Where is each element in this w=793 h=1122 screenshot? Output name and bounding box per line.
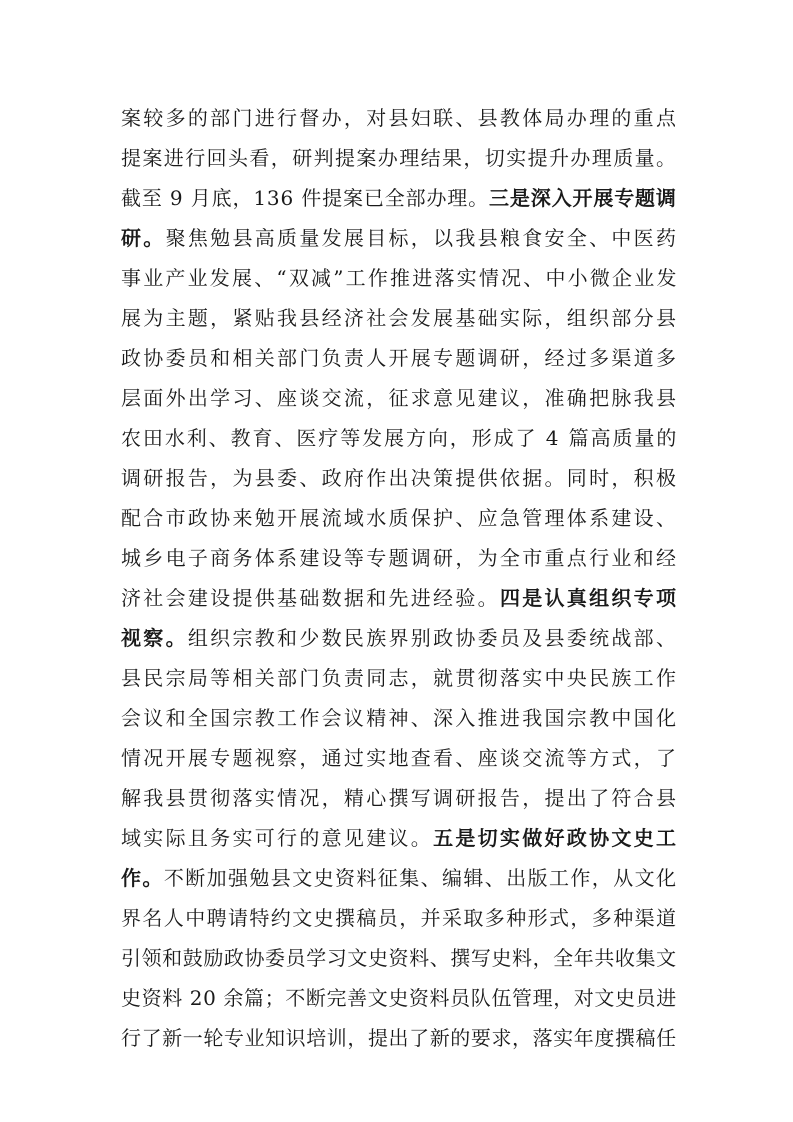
text-segment: 调研报告，为县委、政府作出决策提供依据。同时，积极 xyxy=(121,466,679,490)
text-line xyxy=(121,338,679,378)
text-line xyxy=(121,98,679,138)
text-line xyxy=(121,298,679,338)
text-segment: 聚焦勉县高质量发展目标，以我县粮食安全、中医药 xyxy=(165,226,679,250)
text-line xyxy=(121,258,679,298)
text-segment: 会议和全国宗教工作会议精神、深入推进我国宗教中国化 xyxy=(121,706,679,730)
text-line xyxy=(121,378,679,418)
text-segment: 展为主题，紧贴我县经济社会发展基础实际，组织部分县 xyxy=(121,306,679,330)
text-segment: 层面外出学习、座谈交流，征求意见建议，准确把脉我县 xyxy=(121,386,679,410)
text-segment: 事业产业发展、“双减”工作推进落实情况、中小微企业发 xyxy=(121,266,679,290)
text-segment: 行了新一轮专业知识培训，提出了新的要求，落实年度撰稿任 xyxy=(121,1026,677,1050)
text-segment: 组织宗教和少数民族界别政协委员及县委统战部、 xyxy=(187,626,679,650)
text-line xyxy=(121,978,676,1018)
text-segment: 政协委员和相关部门负责人开展专题调研，经过多渠道多 xyxy=(121,346,679,370)
text-segment: 界名人中聘请特约文史撰稿员，并采取多种形式，多种渠道 xyxy=(121,906,678,930)
bold-heading-segment: 五是切实做好政协文史工 xyxy=(433,826,679,850)
text-line xyxy=(121,1018,676,1058)
text-segment: 提案进行回头看，研判提案办理结果，切实提升办理质量。 xyxy=(121,146,678,170)
text-segment: 情况开展专题视察，通过实地查看、座谈交流等方式，了 xyxy=(121,746,679,770)
text-line xyxy=(121,778,679,818)
text-segment: 城乡电子商务体系建设等专题调研，为全市重点行业和经 xyxy=(121,546,679,570)
text-segment: 不断加强勉县文史资料征集、编辑、出版工作，从文化 xyxy=(163,866,678,890)
text-segment: 截至 9 月底，136 件提案已全部办理。 xyxy=(121,186,490,210)
text-line xyxy=(121,578,679,618)
text-line xyxy=(121,698,679,738)
text-line xyxy=(121,538,679,578)
text-line xyxy=(121,898,676,938)
text-segment: 农田水利、教育、医疗等发展方向，形成了 4 篇高质量的 xyxy=(121,426,679,450)
text-segment: 史资料 20 余篇；不断完善文史资料员队伍管理，对文史员进 xyxy=(121,986,677,1010)
text-line xyxy=(121,858,676,898)
text-line xyxy=(121,938,676,978)
bold-heading-segment: 三是深入开展专题调 xyxy=(489,186,677,210)
text-line xyxy=(121,818,679,858)
text-line xyxy=(121,618,679,658)
text-line xyxy=(121,138,676,178)
text-segment: 引领和鼓励政协委员学习文史资料、撰写史料，全年共收集文 xyxy=(121,946,677,970)
bold-heading-segment: 四是认真组织专项 xyxy=(499,586,679,610)
body-text xyxy=(121,98,679,1058)
text-segment: 县民宗局等相关部门负责同志，就贯彻落实中央民族工作 xyxy=(121,666,679,690)
text-segment: 域实际且务实可行的意见建议。 xyxy=(121,826,434,850)
text-segment: 济社会建设提供基础数据和先进经验。 xyxy=(121,586,500,610)
text-line xyxy=(121,658,679,698)
text-line xyxy=(121,458,679,498)
bold-heading-segment: 作。 xyxy=(121,866,164,890)
text-line xyxy=(121,418,679,458)
text-line xyxy=(121,498,679,538)
text-line xyxy=(121,178,676,218)
text-segment: 案较多的部门进行督办，对县妇联、县教体局办理的重点 xyxy=(121,106,679,130)
bold-heading-segment: 视察。 xyxy=(121,626,188,650)
text-segment: 配合市政协来勉开展流域水质保护、应急管理体系建设、 xyxy=(121,506,679,530)
bold-heading-segment: 研。 xyxy=(121,226,166,250)
text-segment: 解我县贯彻落实情况，精心撰写调研报告，提出了符合县 xyxy=(121,786,679,810)
text-line xyxy=(121,738,679,778)
text-line xyxy=(121,218,679,258)
